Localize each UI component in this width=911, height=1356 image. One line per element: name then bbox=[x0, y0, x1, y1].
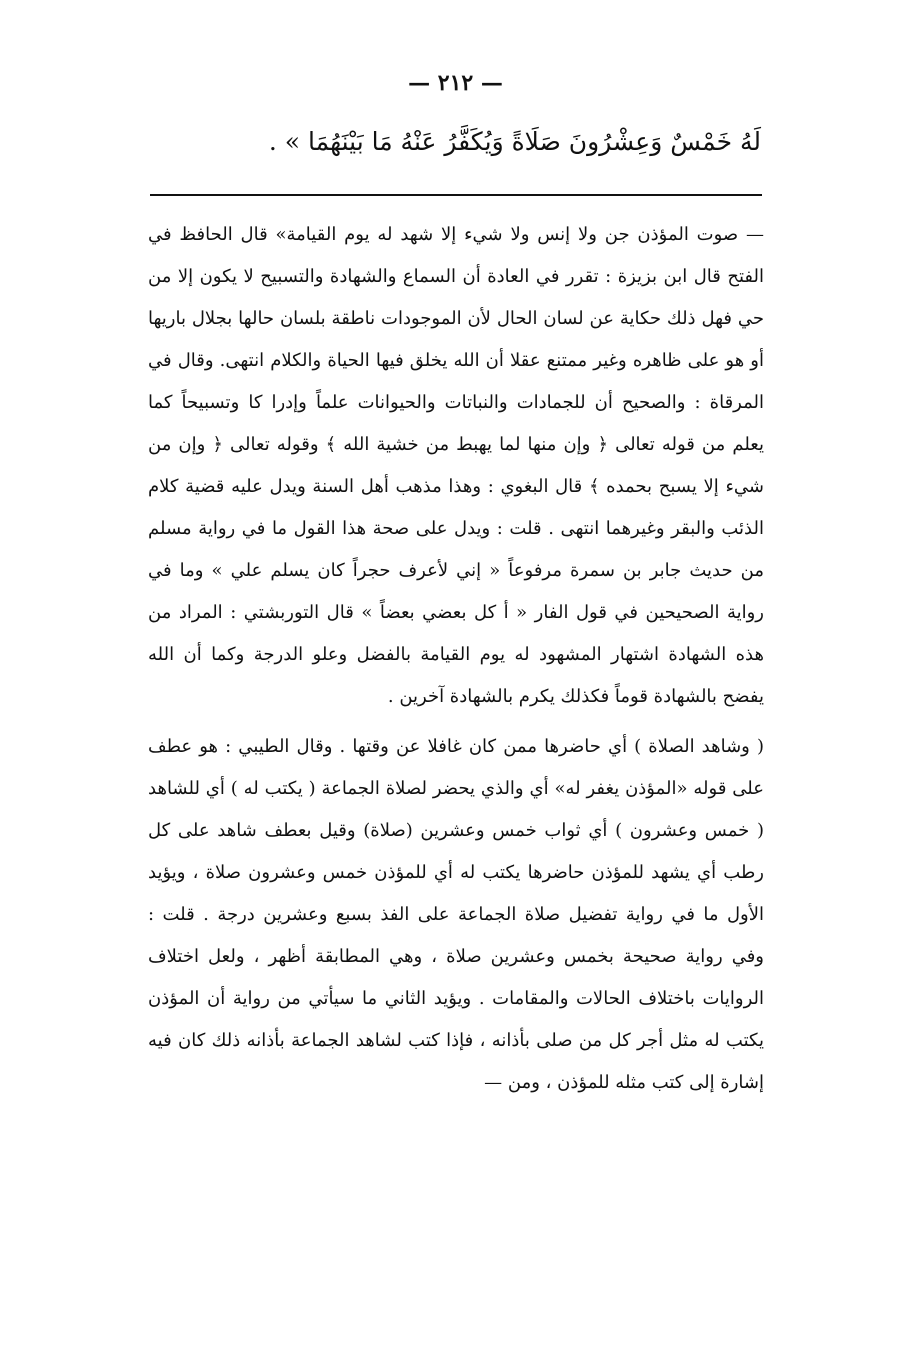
hadith-text: لَهُ خَمْسٌ وَعِشْرُونَ صَلَاةً وَيُكَفَّرُ عَنْهُ مَا بَيْنَهُمَا » . bbox=[268, 127, 761, 156]
section-divider bbox=[150, 194, 762, 196]
commentary-paragraph-2: ( وشاهد الصلاة ) أي حاضرها ممن كان غافلا عن وقتها . وقال الطيبي : هو عطف على قوله «المؤذن يغفر له» أي والذي يحضر لصلاة الجماعة ( يكتب له ) أي للشاهد ( خمس وعشرون ) أي ثواب خمس وعشرين (صلاة) وقيل بعطف شاهد على كل رطب أي يشهد للمؤذن حاضرها يكتب له أي للمؤذن خمس وعشرون صلاة ، ويؤيد الأول ما في رواية تفضيل صلاة الجماعة على الفذ بسبع وعشرين درجة . قلت : وفي رواية صحيحة بخمس وعشرين صلاة ، وهي المطابقة أظهر ، ولعل اختلاف الروايات باختلاف الحالات والمقامات . ويؤيد الثاني ما سيأتي من رواية أن المؤذن يكتب له مثل أجر كل من صلى بأذانه ، فإذا كتب لشاهد الجماعة بأذانه ذلك كان فيه إشارة إلى كتب مثله للمؤذن ، ومن — bbox=[148, 736, 764, 1093]
page-number: — ٢١٢ — bbox=[408, 70, 503, 96]
commentary-section bbox=[148, 214, 764, 1104]
commentary-paragraph-1: — صوت المؤذن جن ولا إنس ولا شيء إلا شهد له يوم القيامة» قال الحافظ في الفتح قال ابن بزيزة : تقرر في العادة أن السماع والشهادة والتسبيح لا يكون إلا من حي فهل ذلك حكاية عن لسان الحال لأن الموجودات ناطقة بلسان حالها بجلال باريها أو هو على ظاهره وغير ممتنع عقلا أن الله يخلق فيها الحياة والكلام انتهى. وقال في المرقاة : والصحيح أن للجمادات والنباتات والحيوانات علماً وإدرا كا وتسبيحاً كما يعلم من قوله تعالى ﴿ وإن منها لما يهبط من خشية الله ﴾ وقوله تعالى ﴿ وإن من شيء إلا يسبح بحمده ﴾ قال البغوي : وهذا مذهب أهل السنة ويدل عليه قضية كلام الذئب والبقر وغيرهما انتهى . قلت : ويدل على صحة هذا القول ما في رواية مسلم من حديث جابر بن سمرة مرفوعاً « إني لأعرف حجراً كان يسلم علي » وما في رواية الصحيحين في قول الفار « أ كل بعضي بعضاً » قال التوربشتي : المراد من هذه الشهادة اشتهار المشهود له يوم القيامة بالفضل وعلو الدرجة وكما أن الله يفضح بالشهادة قوماً فكذلك يكرم بالشهادة آخرين . bbox=[148, 224, 764, 707]
